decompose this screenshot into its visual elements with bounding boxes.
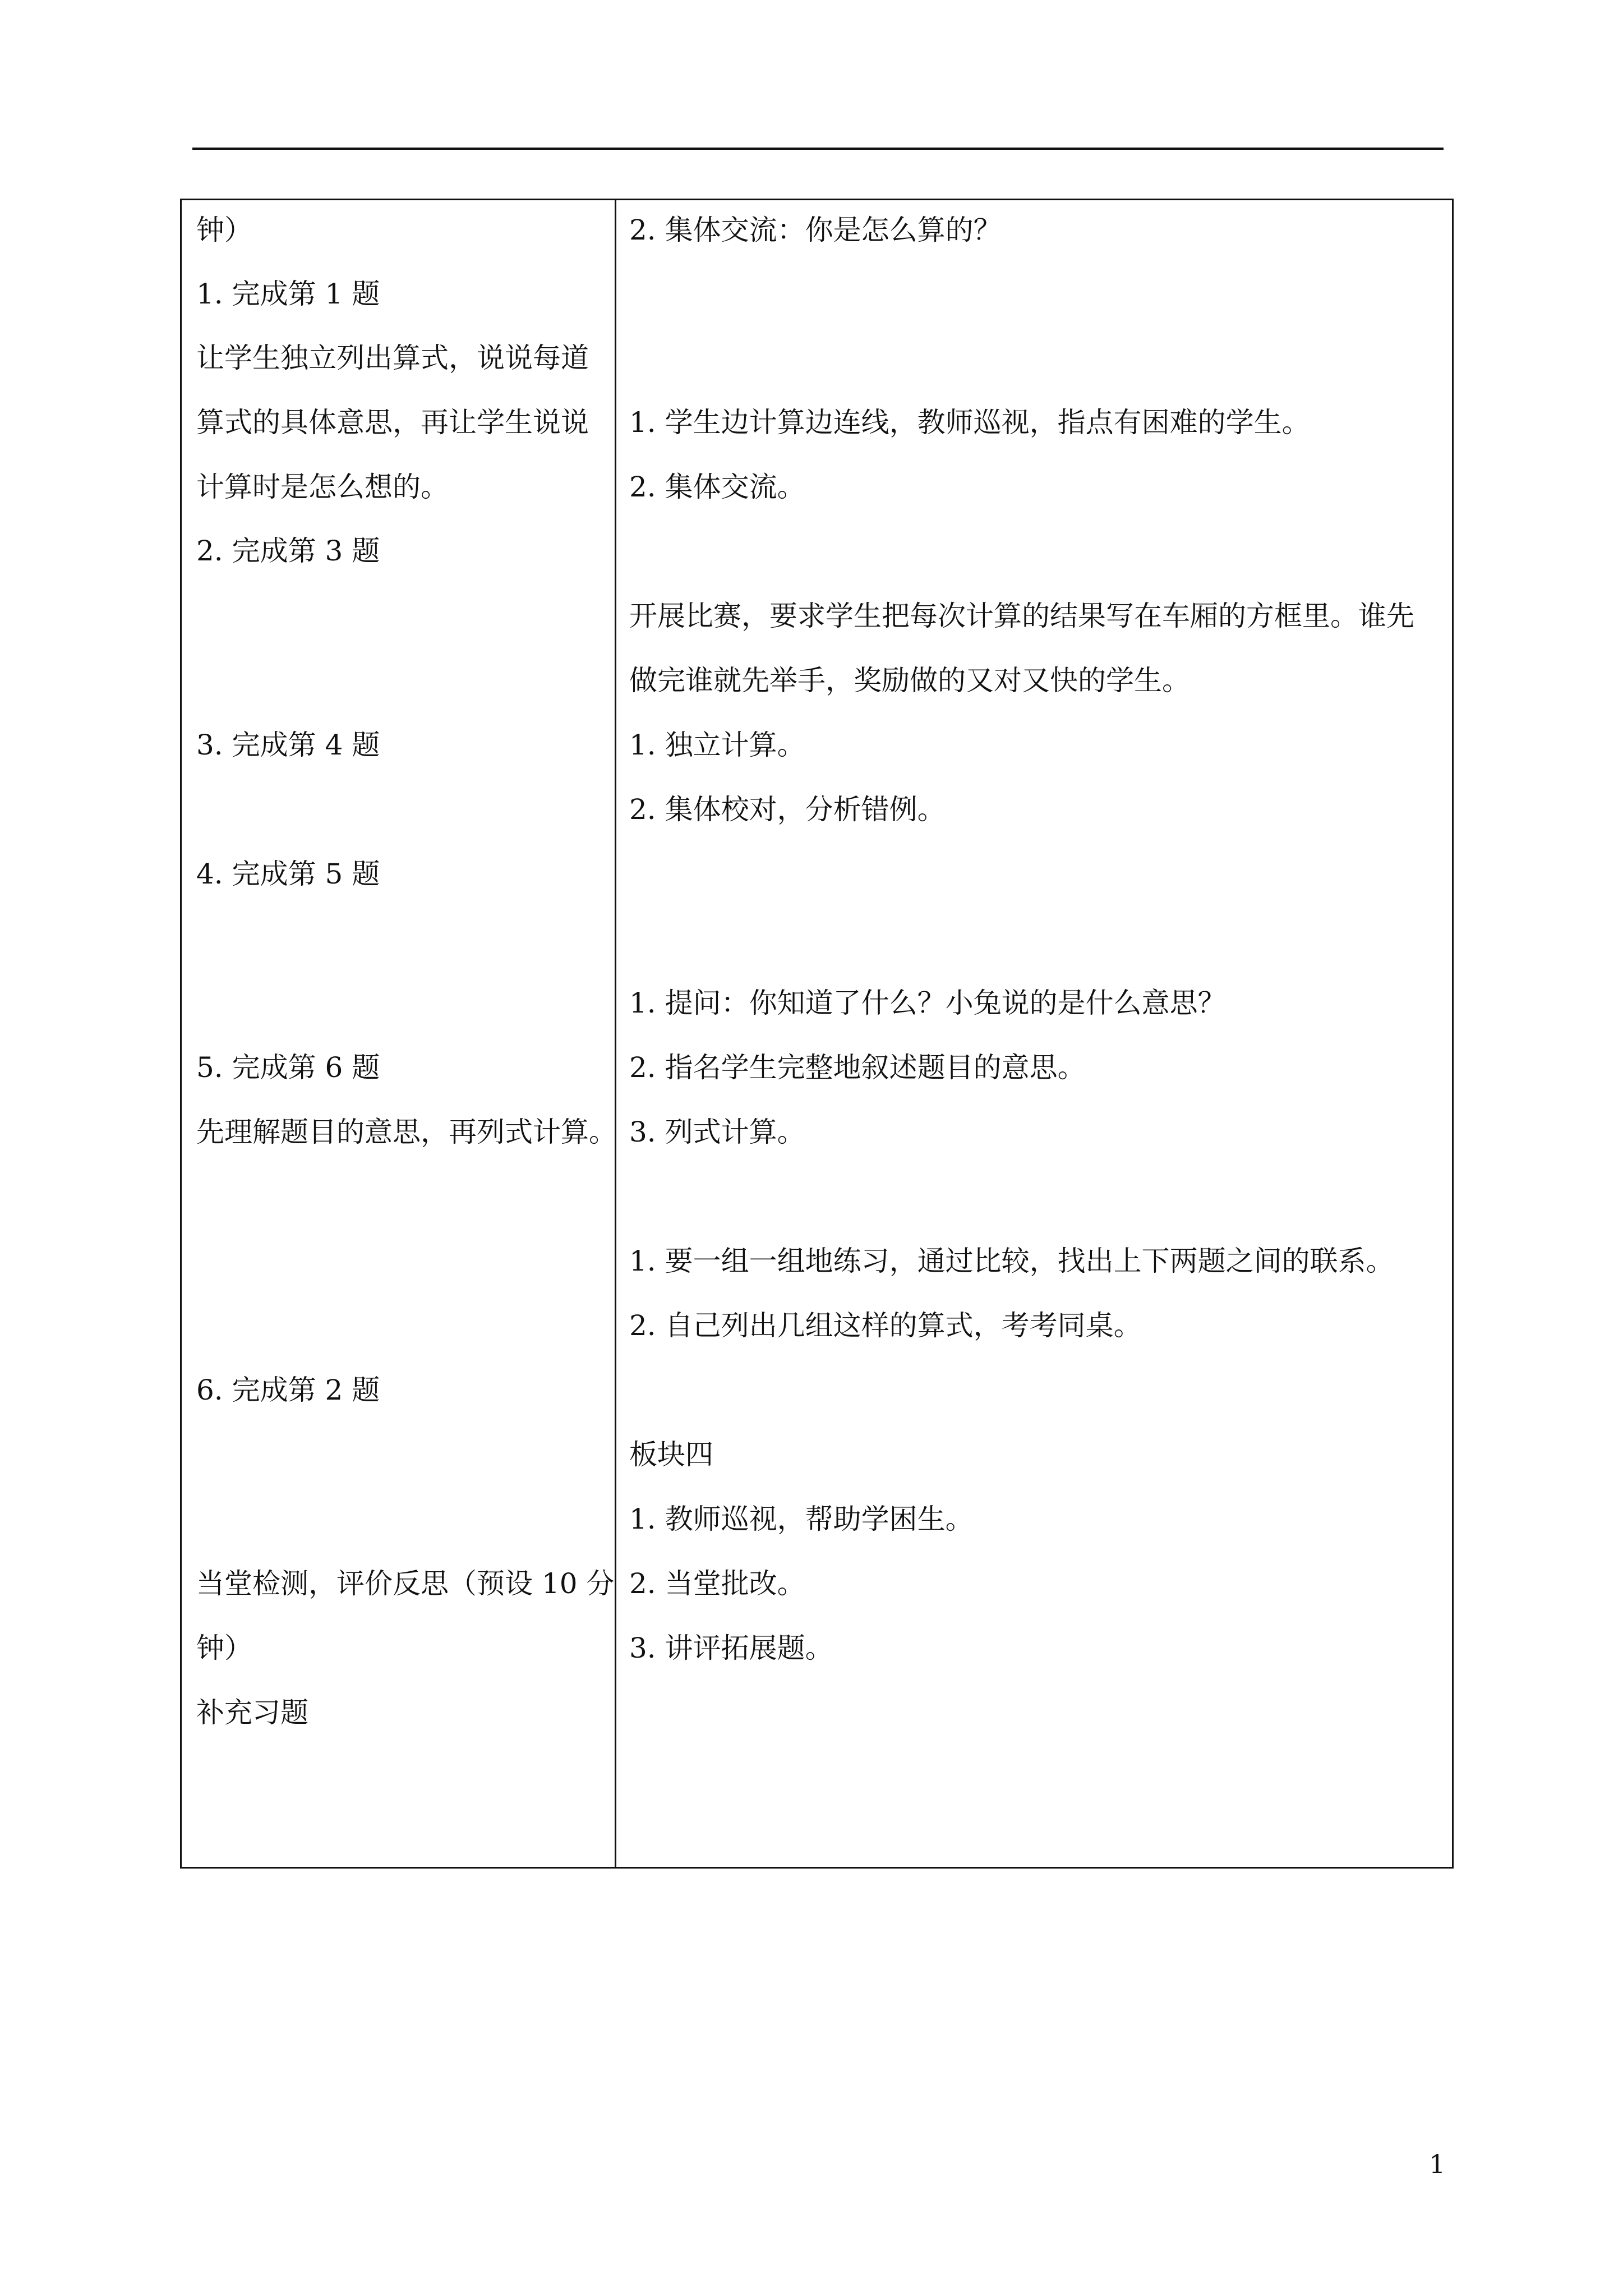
- activity-text: 板块四: [629, 1438, 713, 1471]
- activity-text: 2. 自己列出几组这样的算式，考考同桌。: [629, 1309, 1142, 1342]
- activity-text: 2. 集体校对，分析错例。: [629, 793, 946, 826]
- activity-text: 2. 指名学生完整地叙述题目的意思。: [629, 1051, 1086, 1084]
- step-text: 钟）: [196, 1632, 252, 1664]
- activity-text: 2. 当堂批改。: [629, 1567, 805, 1600]
- step-text: 4. 完成第 5 题: [196, 858, 380, 890]
- activity-text: 开展比赛，要求学生把每次计算的结果写在车厢的方框里。谁先: [629, 600, 1414, 632]
- activity-text: 1. 教师巡视，帮助学困生。: [629, 1503, 974, 1535]
- step-text: 先理解题目的意思，再列式计算。: [196, 1116, 617, 1148]
- step-text: 钟）: [196, 214, 252, 246]
- activity-text: 3. 讲评拓展题。: [629, 1632, 833, 1664]
- header-rule: [192, 148, 1444, 150]
- step-text: 补充习题: [196, 1696, 308, 1729]
- step-text: 让学生独立列出算式，说说每道: [196, 342, 589, 374]
- activity-text: 3. 列式计算。: [629, 1116, 805, 1148]
- step-text: 5. 完成第 6 题: [196, 1051, 380, 1084]
- step-text: 算式的具体意思，再让学生说说: [196, 406, 589, 439]
- column-divider: [615, 199, 616, 1869]
- lesson-table: [180, 199, 1454, 1869]
- step-text: 6. 完成第 2 题: [196, 1374, 380, 1406]
- step-text: 2. 完成第 3 题: [196, 535, 380, 567]
- activity-text: 做完谁就先举手，奖励做的又对又快的学生。: [629, 664, 1190, 697]
- activity-text: 1. 独立计算。: [629, 729, 805, 761]
- step-text: 当堂检测，评价反思（预设 10 分: [196, 1567, 615, 1600]
- step-text: 1. 完成第 1 题: [196, 278, 380, 310]
- step-text: 3. 完成第 4 题: [196, 729, 380, 761]
- activity-text: 2. 集体交流。: [629, 471, 805, 503]
- activity-text: 1. 学生边计算边连线，教师巡视，指点有困难的学生。: [629, 406, 1310, 439]
- page-number: 1: [1429, 2149, 1446, 2179]
- activity-text: 1. 提问：你知道了什么？小兔说的是什么意思？: [629, 987, 1226, 1019]
- activity-text: 2. 集体交流：你是怎么算的？: [629, 214, 1002, 246]
- activity-text: 1. 要一组一组地练习，通过比较，找出上下两题之间的联系。: [629, 1245, 1394, 1277]
- step-text: 计算时是怎么想的。: [196, 471, 449, 503]
